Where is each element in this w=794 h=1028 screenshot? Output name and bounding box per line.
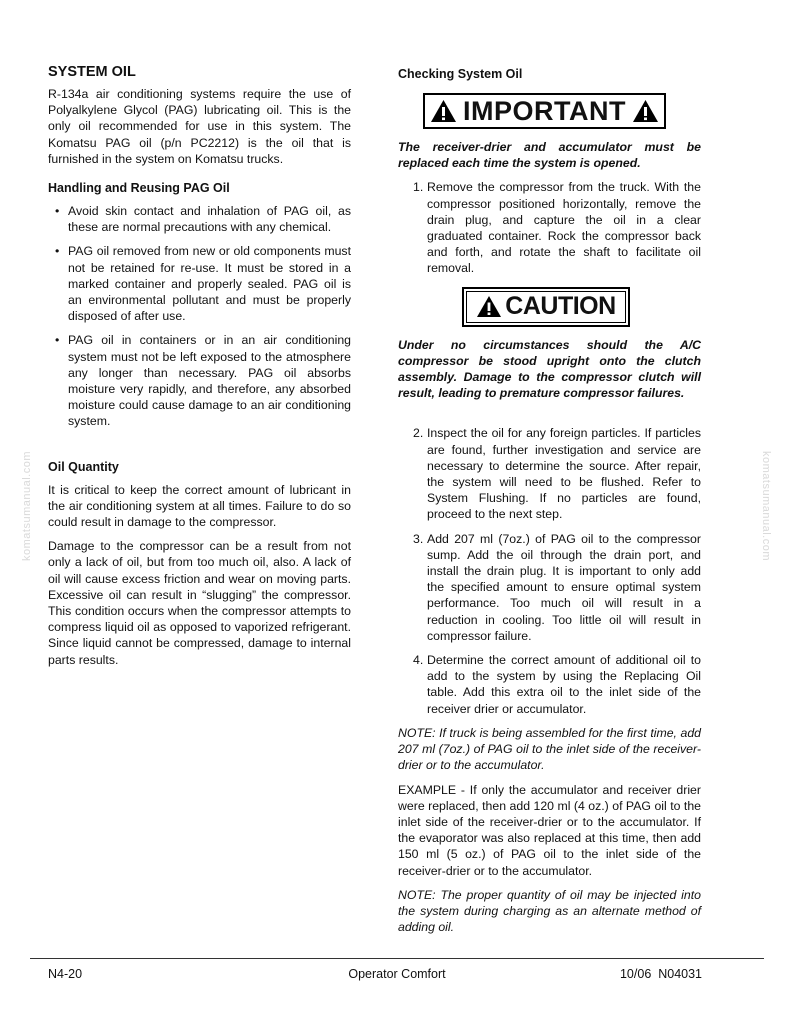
footer-page-number: N4-20 xyxy=(48,967,83,981)
right-column xyxy=(398,64,701,943)
bullet-item: • PAG oil in containers or in an air conditioning system must not be left exposed to the atmosphere any longer than necessary. PAG oil absorbs moisture very rapidly, and therefore, any absorbed moisture could cause damage to an air conditioning system. xyxy=(48,332,351,429)
step-number: 4. xyxy=(413,653,424,668)
step-text: Inspect the oil for any foreign particles. If particles are found, further investigation and service are necessary to determine the source. After repair, the system will need to be flushed. Refer to System Flushing. If no particles are found, proceed to the next step. xyxy=(427,426,701,522)
checking-oil-heading: Checking System Oil xyxy=(398,67,523,81)
quantity-paragraph-1: It is critical to keep the correct amount of lubricant in the air conditioning system at all times. Failure to do so could result in damage to the compressor. xyxy=(48,482,351,530)
caution-sign xyxy=(462,287,630,327)
step-item xyxy=(398,179,701,276)
footer-divider xyxy=(30,958,764,959)
step-number: 1. xyxy=(413,180,424,195)
footer-doc-code: 10/06 N04031 xyxy=(619,967,702,981)
handling-heading: Handling and Reusing PAG Oil xyxy=(48,181,230,196)
steps-list-a xyxy=(398,179,701,276)
warning-triangle-icon xyxy=(632,99,659,123)
warning-triangle-icon xyxy=(476,295,502,318)
oil-quantity-heading: Oil Quantity xyxy=(48,459,119,474)
section-title: SYSTEM OIL xyxy=(48,64,136,80)
step-number: 3. xyxy=(413,531,424,546)
step-text: Determine the correct amount of additional oil to add to the system by using the Replacing Oil table. Add this extra oil to the inlet side of the receiver drier or accumulator. xyxy=(427,653,701,716)
caution-sign-inner xyxy=(466,291,626,323)
footer-section-name: Operator Comfort xyxy=(348,967,446,981)
warning-triangle-icon xyxy=(430,99,457,123)
watermark-right: komatsumanual.com xyxy=(760,451,772,561)
example-paragraph: EXAMPLE - If only the accumulator and receiver drier were replaced, then add 120 ml (4 oz.) of PAG oil to the inlet side of the receiver-drier or to the accumulator. If the evaporator was also replaced at this time, then add 150 ml (5 oz.) of PAG oil to the inlet side of the receiver-drier or to the accumulator. xyxy=(398,782,701,878)
step-text: Remove the compressor from the truck. With the compressor positioned horizontally, remove the drain plug, and capture the oil in a clear graduated container. Rock the compressor back and forth, and rotate the shaft to facilitate oil removal. xyxy=(427,180,701,276)
step-item xyxy=(398,531,701,644)
quantity-paragraph-2: Damage to the compressor can be a result from not only a lack of oil, but from too much oil, also. A lack of oil will cause excess friction and wear on moving parts. Excessive oil can result in “slugging” the compressor. This condition occurs when the compressor attempts to compress liquid oil as opposed to vaporized refrigerant. Since liquid cannot be compressed, damage to internal parts results. xyxy=(48,539,351,667)
step-item xyxy=(398,425,701,522)
steps-list-b xyxy=(398,425,701,716)
bullet-item: • PAG oil removed from new or old components must not be retained for re-use. It must be stored in a marked container and properly sealed. PAG oil is an environmental pollutant and must be properly disposed of after use. xyxy=(48,243,351,324)
note-charging: NOTE: The proper quantity of oil may be injected into the system during charging as an alternate method of adding oil. xyxy=(398,887,701,935)
important-text: The receiver-drier and accumulator must be replaced each time the system is opened. xyxy=(398,140,701,171)
left-column xyxy=(48,64,351,676)
important-label: IMPORTANT xyxy=(463,95,626,126)
watermark-left: komatsumanual.com xyxy=(21,451,33,561)
caution-text: Under no circumstances should the A/C compressor be stood upright onto the clutch assembly. Damage to the compressor clutch will result, leading to premature compressor failures. xyxy=(398,337,701,401)
important-sign xyxy=(423,93,666,129)
step-item xyxy=(398,652,701,717)
intro-paragraph: R-134a air conditioning systems require the use of Polyalkylene Glycol (PAG) lubricating oil. This is the only oil recommended for use in this system. The Komatsu PAG oil (p/n PC2212) is the oil that is furnished in the system on Komatsu trucks. xyxy=(48,87,351,166)
step-text: Add 207 ml (7oz.) of PAG oil to the compressor sump. Add the oil through the drain port, and install the drain plug. It is important to only add the specified amount to ensure optimal system performance. Too much oil will result in a reduction in cooling. Too little oil will result in compressor failure. xyxy=(427,531,701,643)
caution-label: CAUTION xyxy=(505,292,616,321)
bullet-item: • Avoid skin contact and inhalation of PAG oil, as these are normal precautions with any chemical. xyxy=(48,203,351,235)
note-first-assembly: NOTE: If truck is being assembled for the first time, add 207 ml (7oz.) of PAG oil to the inlet side of the receiver-drier or to the accumulator. xyxy=(398,725,701,773)
handling-bullet-list xyxy=(48,203,351,430)
step-number: 2. xyxy=(413,426,424,441)
